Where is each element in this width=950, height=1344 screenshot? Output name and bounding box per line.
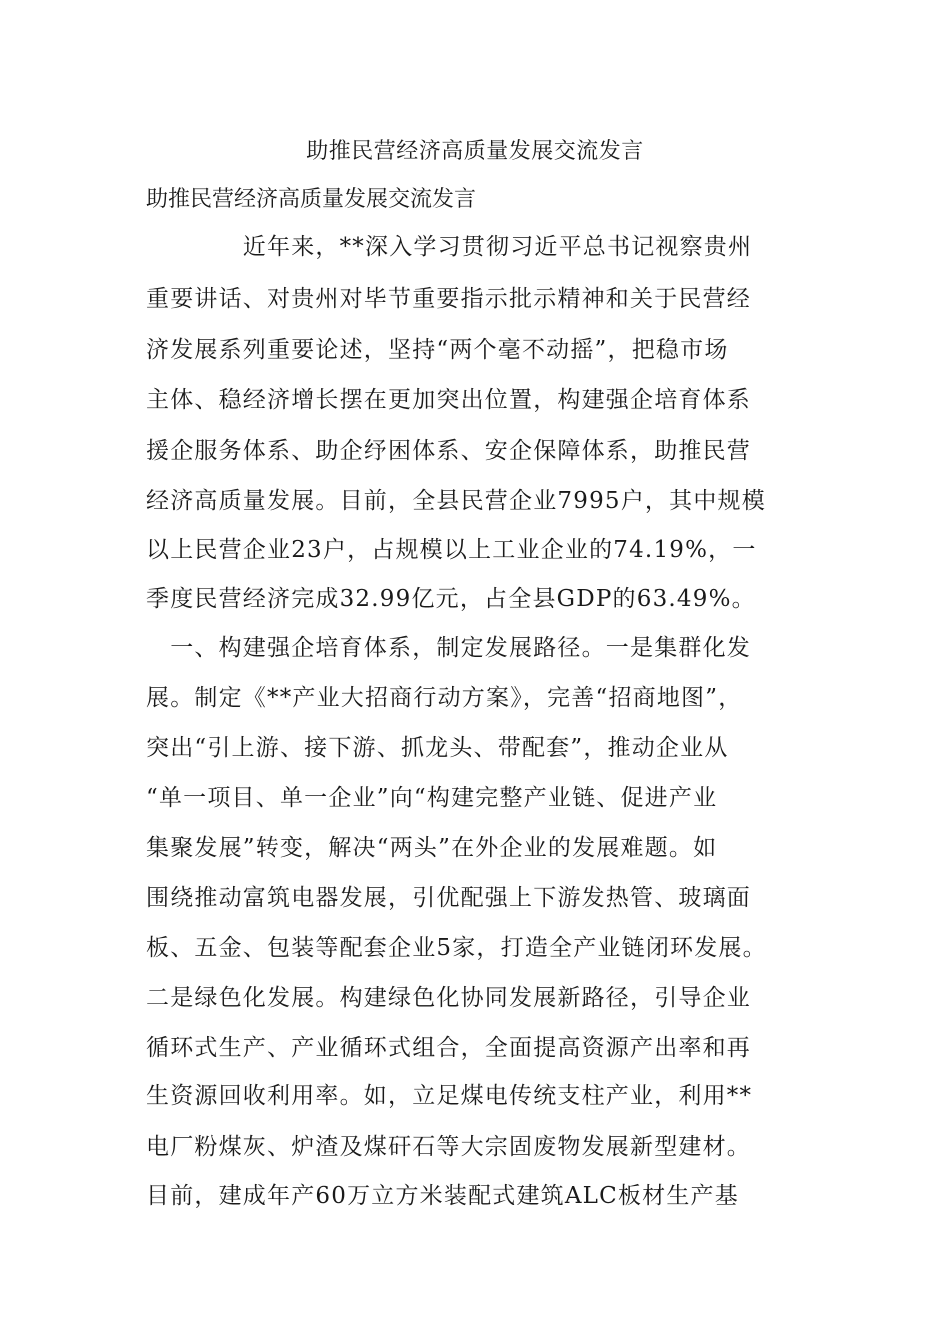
document-title: 助推民营经济高质量发展交流发言 [306, 139, 644, 164]
body-line: 主体、稳经济增长摆在更加突出位置，构建强企培育体系 [146, 387, 751, 413]
body-line: 二是绿色化发展。构建绿色化协同发展新路径，引导企业 [146, 985, 751, 1011]
body-line: “单一项目、单一企业”向“构建完整产业链、促进产业 [146, 785, 718, 811]
body-line: 围绕推动富筑电器发展，引优配强上下游发热管、玻璃面 [146, 885, 751, 911]
body-line: 目前，建成年产60万立方米装配式建筑ALC板材生产基 [146, 1183, 739, 1209]
body-line: 电厂粉煤灰、炉渣及煤矸石等大宗固废物发展新型建材。 [146, 1134, 751, 1160]
body-line: 循环式生产、产业循环式组合，全面提高资源产出率和再 [146, 1035, 751, 1061]
body-line: 重要讲话、对贵州对毕节重要指示批示精神和关于民营经 [146, 286, 751, 312]
body-line: 近年来，**深入学习贯彻习近平总书记视察贵州 [146, 234, 753, 260]
body-line: 突出“引上游、接下游、抓龙头、带配套”，推动企业从 [146, 735, 729, 761]
body-line: 生资源回收利用率。如，立足煤电传统支柱产业，利用** [146, 1083, 753, 1109]
body-line: 季度民营经济完成32.99亿元，占全县GDP的63.49%。 [146, 586, 756, 612]
body-line: 援企服务体系、助企纾困体系、安企保障体系，助推民营 [146, 438, 751, 464]
body-line: 板、五金、包装等配套企业5家，打造全产业链闭环发展。 [146, 935, 767, 961]
body-line: 以上民营企业23户，占规模以上工业企业的74.19%，一 [146, 537, 757, 563]
body-line: 一、构建强企培育体系，制定发展路径。一是集群化发 [146, 635, 751, 661]
body-line: 展。制定《**产业大招商行动方案》，完善“招商地图”， [146, 685, 743, 711]
body-line: 经济高质量发展。目前，全县民营企业7995户，其中规模 [146, 488, 766, 514]
body-line: 济发展系列重要论述，坚持“两个毫不动摇”，把稳市场 [146, 337, 729, 363]
body-line: 集聚发展”转变，解决“两头”在外企业的发展难题。如 [146, 835, 718, 861]
document-subtitle: 助推民营经济高质量发展交流发言 [146, 187, 477, 212]
